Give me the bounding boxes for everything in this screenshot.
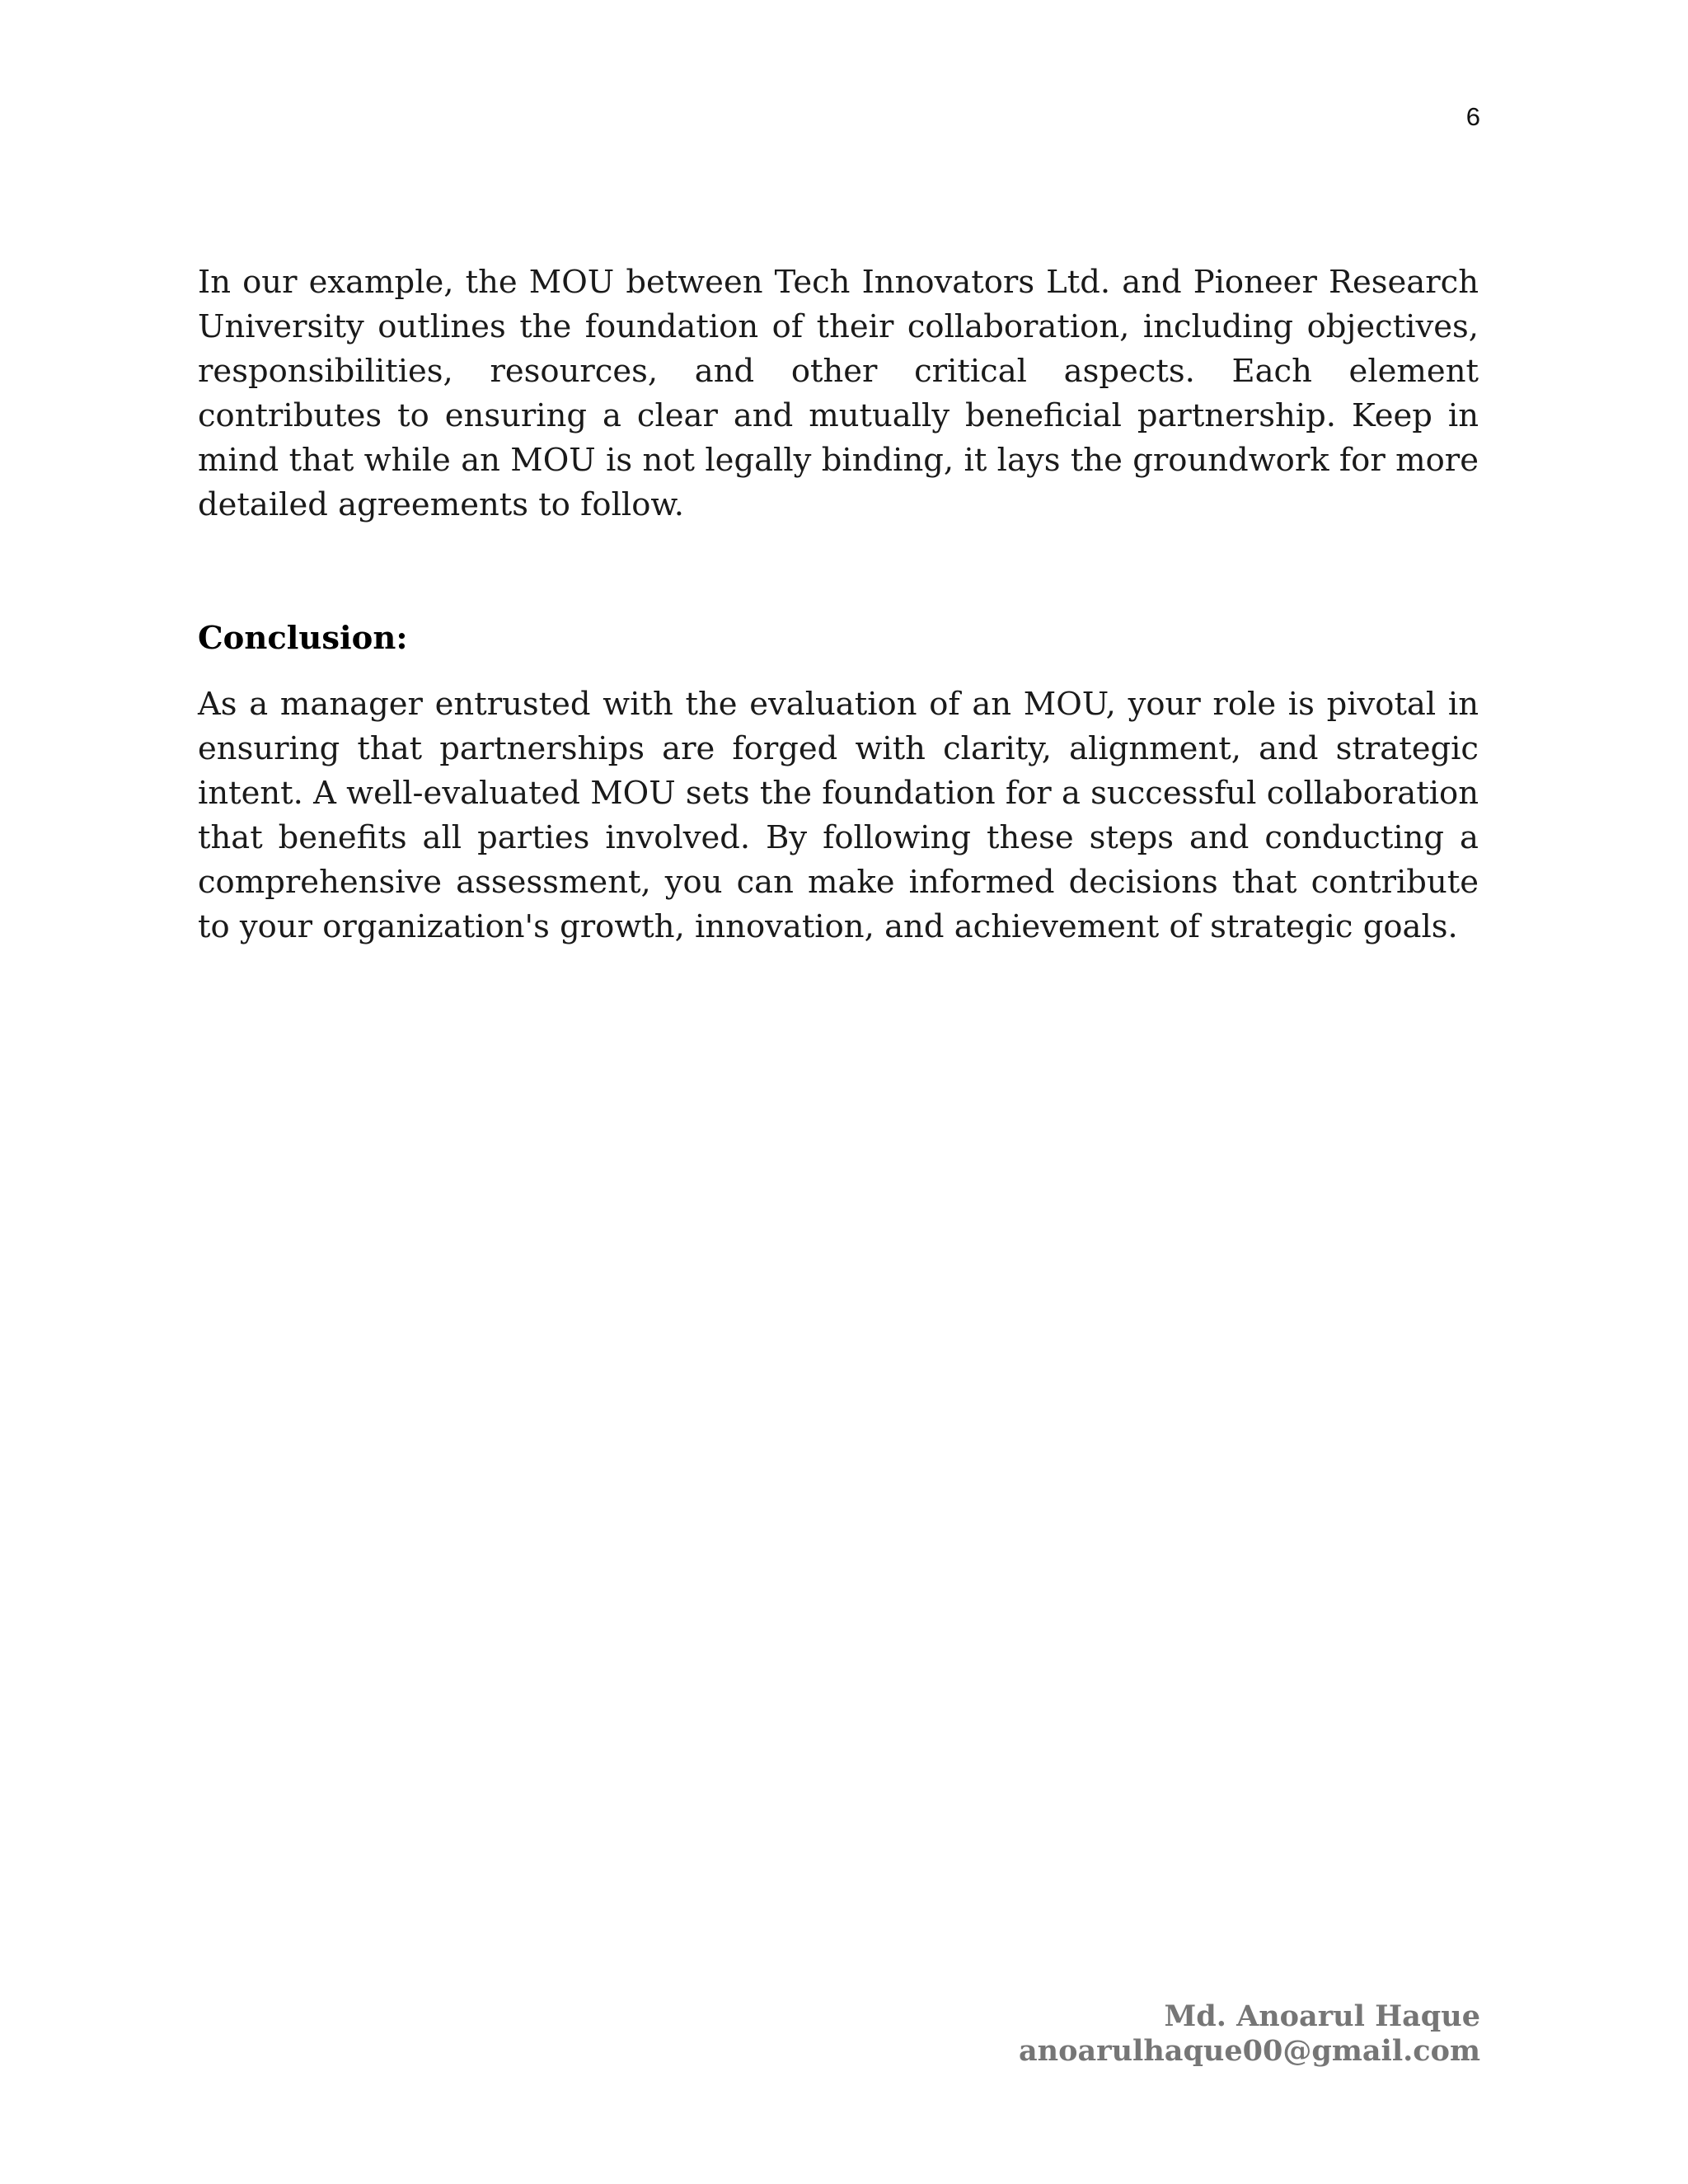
author-signature [1019,1999,1480,2069]
conclusion-heading: Conclusion: [198,620,408,657]
intro-paragraph: In our example, the MOU between Tech Innovators Ltd. and Pioneer Research University outlines the foundation of their collaboration, including objectives, responsibilities, resources, and other critical aspects. Each element contributes to ensuring a clear and mutually beneficial partnership. Keep in mind that while an MOU is not legally binding, it lays the groundwork for more detailed agreements to follow. [198,264,1479,523]
page-number: 6 [1465,102,1480,131]
author-name: Md. Anoarul Haque [1164,1999,1480,2033]
conclusion-paragraph: As a manager entrusted with the evaluation of an MOU, your role is pivotal in ensuring that partnerships are forged with clarity, alignment, and strategic intent. A well-evaluated MOU sets the foundation for a successful collaboration that benefits all parties involved. By following these steps and conducting a comprehensive assessment, you can make informed decisions that contribute to your organization's growth, innovation, and achievement of strategic goals. [198,686,1479,945]
author-email: anoarulhaque00@gmail.com [1019,2034,1480,2068]
